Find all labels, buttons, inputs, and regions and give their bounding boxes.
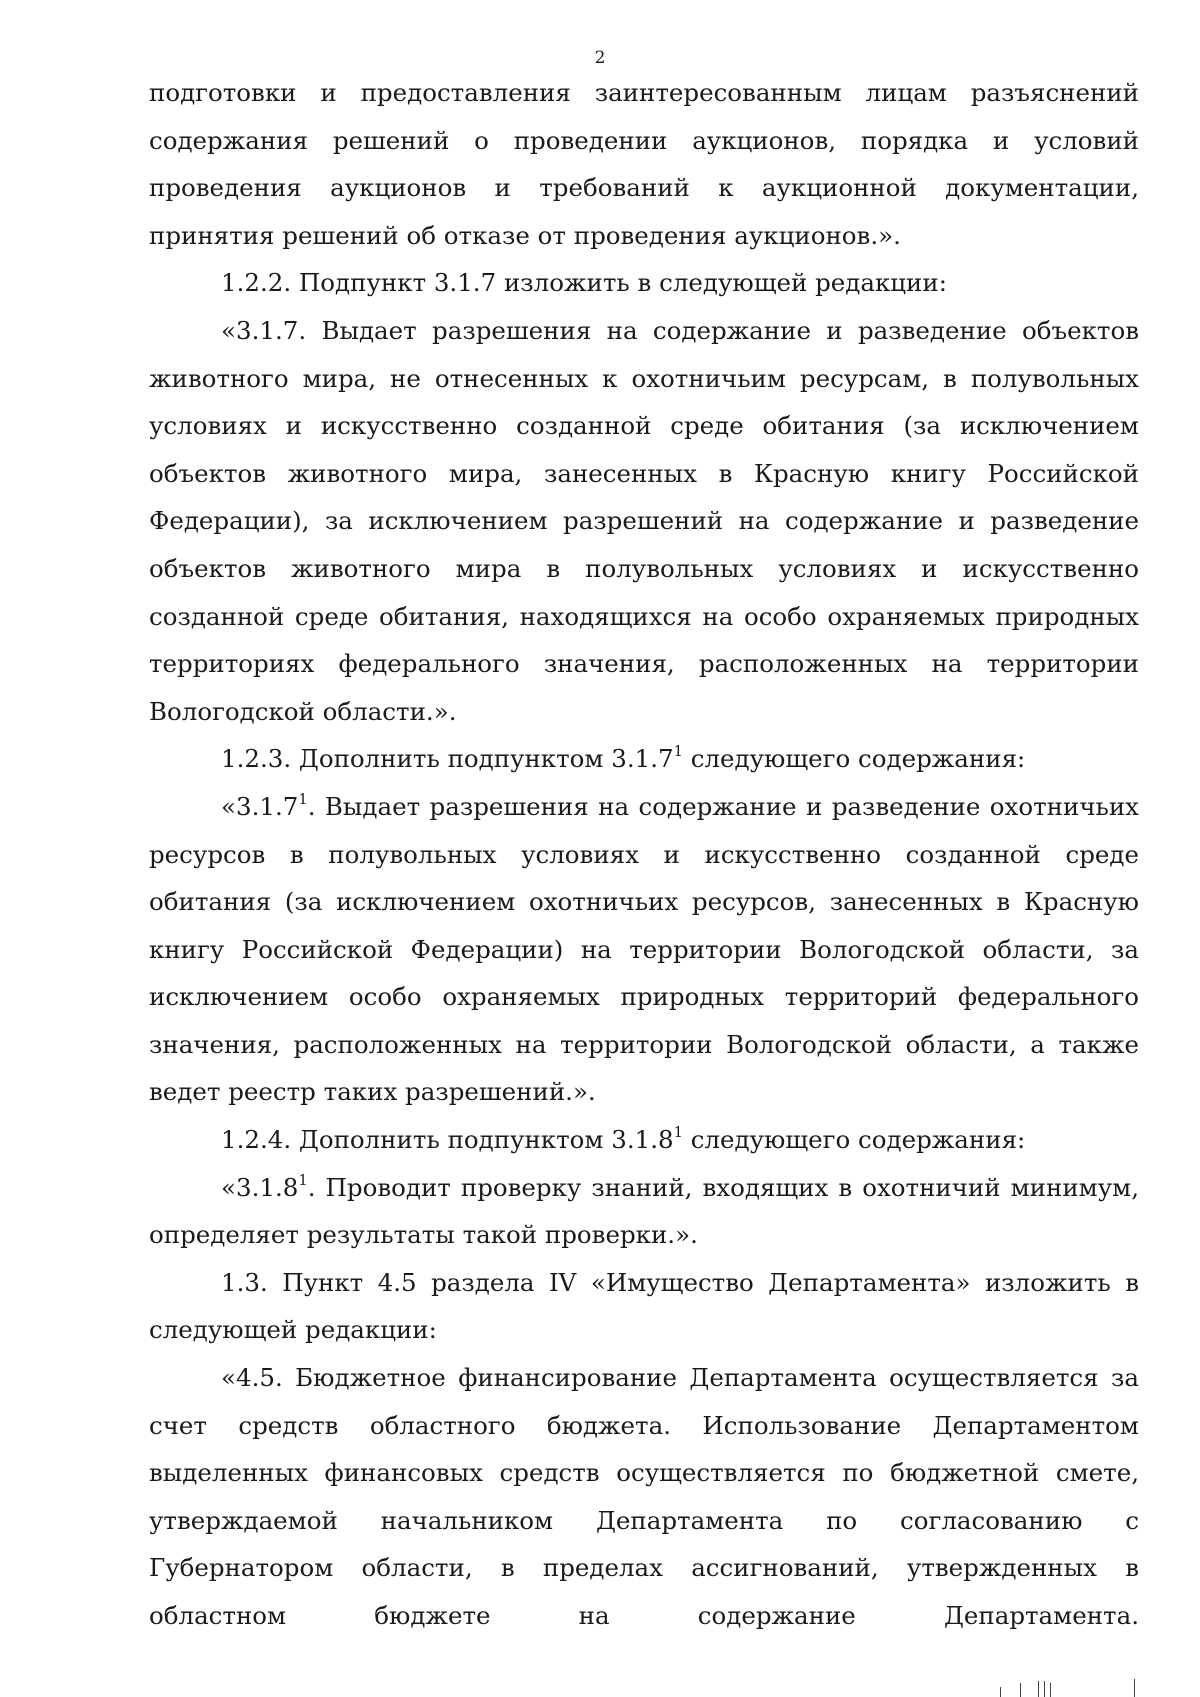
superscript-index: 1 (298, 790, 308, 808)
paragraph-1-2-4-text: 1.2.4. Дополнить подпунктом 3.1.8 (221, 1125, 674, 1155)
paragraph-3-1-7-1 (149, 783, 1139, 1116)
document-body (149, 69, 1139, 1640)
paragraph-1-3: 1.3. Пункт 4.5 раздела IV «Имущество Департамента» изложить в следующей редакции: (149, 1267, 1139, 1345)
paragraph-1-2-2: 1.2.2. Подпункт 3.1.7 изложить в следующей редакции: (221, 268, 947, 298)
paragraph-1-2-3-tail: следующего содержания: (682, 744, 1026, 774)
paragraph-1-2-4 (149, 1116, 1139, 1164)
paragraph-1-2-4-tail: следующего содержания: (682, 1125, 1026, 1155)
superscript-index: 1 (298, 1171, 308, 1189)
paragraph-3-1-7-1-text: «3.1.7 (221, 791, 299, 821)
paragraph-3-1-8-1-text: «3.1.8 (221, 1172, 299, 1202)
superscript-index: 1 (673, 1124, 683, 1142)
paragraph-4-5: «4.5. Бюджетное финансирование Департамента осуществляется за счет средств областного бюджета. Использование Департаментом выделенных финансовых средств осуществляется по бюджетной смете, утверждаемой начальником Департамента по согласованию с Губернатором области, в пределах ассигнований, утвержденных в областном бюджете на содержание Департамента. (149, 1363, 1139, 1630)
paragraph-aukcion-continuation: подготовки и предоставления заинтересованным лицам разъяснений содержания решений о проведении аукционов, порядка и условий проведения аукционов и требований к аукционной документации, принятия решений об отказе от проведения аукционов.». (149, 78, 1139, 250)
paragraph-3-1-8-1-tail: . Проводит проверку знаний, входящих в охотничий минимум, определяет результаты такой проверки.». (149, 1172, 1139, 1250)
paragraph-1-2-3-text: 1.2.3. Дополнить подпунктом 3.1.7 (221, 744, 674, 774)
scan-edge-marks (1000, 1673, 1160, 1697)
superscript-index: 1 (673, 743, 683, 761)
paragraph-1-2-3 (149, 735, 1139, 783)
page-number: 2 (594, 48, 606, 68)
paragraph-3-1-7-1-tail: . Выдает разрешения на содержание и разведение охотничьих ресурсов в полувольных условиях и искусственно созданной среде обитания (за исключением охотничьих ресурсов, занесенных в Красную книгу Российской Федерации) на территории Вологодской области, за исключением особо охраняемых природных территорий федерального значения, расположенных на территории Вологодской области, а также ведет реестр таких разрешений.». (149, 791, 1139, 1107)
paragraph-3-1-7: «3.1.7. Выдает разрешения на содержание и разведение объектов животного мира, не отнесенных к охотничьим ресурсам, в полувольных условиях и искусственно созданной среде обитания (за исключением объектов животного мира, занесенных в Красную книгу Российской Федерации), за исключением разрешений на содержание и разведение объектов животного мира в полувольных условиях и искусственно созданной среде обитания, находящихся на особо охраняемых природных территориях федерального значения, расположенных на территории Вологодской области.». (149, 315, 1139, 726)
paragraph-3-1-8-1 (149, 1164, 1139, 1259)
